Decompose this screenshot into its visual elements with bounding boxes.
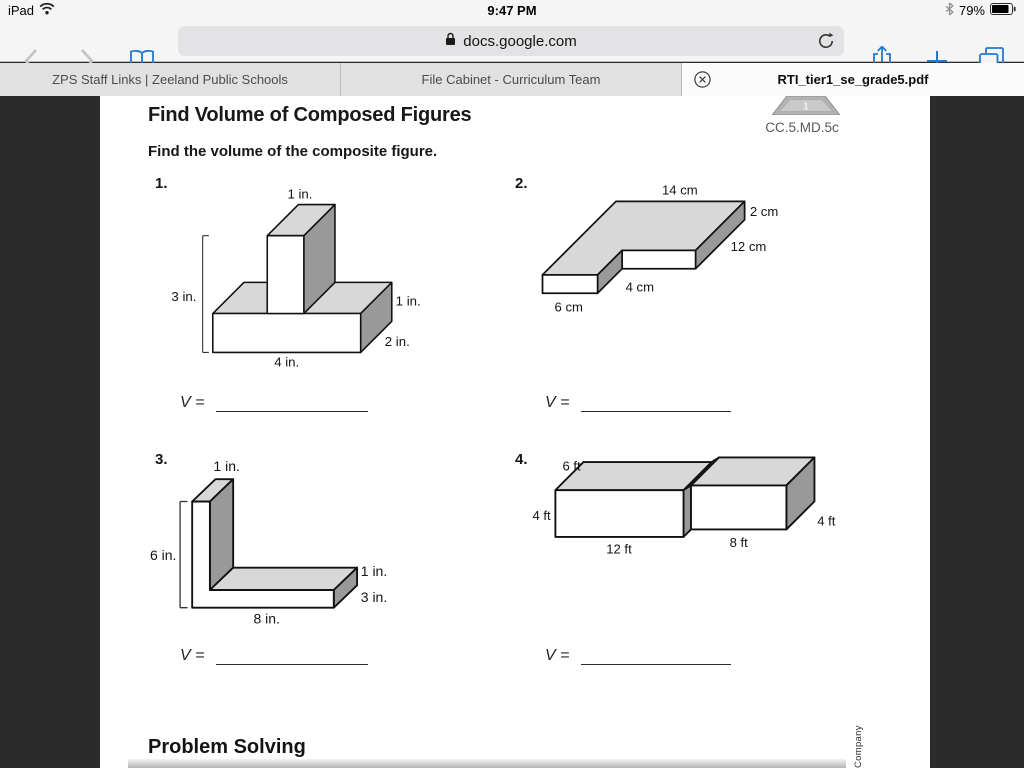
close-tab-icon[interactable] bbox=[694, 71, 711, 88]
battery-icon bbox=[990, 3, 1016, 18]
answer-label-2: V = bbox=[545, 394, 570, 411]
svg-text:6 in.: 6 in. bbox=[150, 547, 177, 564]
tab-label: ZPS Staff Links | Zeeland Public Schools bbox=[52, 72, 288, 87]
svg-text:12 cm: 12 cm bbox=[730, 239, 767, 255]
tab-file-cabinet[interactable] bbox=[341, 63, 682, 96]
browser-toolbar bbox=[0, 20, 1024, 62]
answer-label-1: V = bbox=[180, 394, 205, 411]
svg-text:2 cm: 2 cm bbox=[749, 204, 779, 220]
answer-label-3: V = bbox=[180, 647, 205, 664]
tab-zps-staff-links[interactable] bbox=[0, 63, 341, 96]
bluetooth-icon bbox=[945, 2, 954, 19]
svg-text:4 ft: 4 ft bbox=[817, 513, 836, 529]
clock: 9:47 PM bbox=[487, 2, 537, 18]
figure-4-composite-solid bbox=[532, 448, 850, 565]
section-divider-band bbox=[128, 759, 846, 768]
figure-1-composite-solid bbox=[162, 189, 427, 368]
problem-2-number: 2. bbox=[515, 175, 528, 192]
worksheet-page bbox=[100, 96, 930, 768]
answer-blank-1 bbox=[216, 411, 368, 412]
page-title: Find Volume of Composed Figures bbox=[148, 104, 472, 126]
url-text: docs.google.com bbox=[463, 32, 577, 50]
address-bar[interactable] bbox=[178, 26, 844, 56]
svg-text:4 cm: 4 cm bbox=[625, 279, 655, 295]
svg-text:1 in.: 1 in. bbox=[360, 563, 388, 580]
standard-code: CC.5.MD.5c bbox=[765, 120, 839, 135]
carrier-label: iPad bbox=[8, 2, 35, 18]
answer-label-4: V = bbox=[545, 647, 570, 664]
svg-text:4 in.: 4 in. bbox=[274, 354, 300, 368]
answer-blank-4 bbox=[581, 664, 731, 665]
svg-text:12 ft: 12 ft bbox=[606, 541, 632, 557]
answer-blank-2 bbox=[581, 411, 731, 412]
svg-text:2 in.: 2 in. bbox=[384, 334, 410, 350]
svg-text:1 in.: 1 in. bbox=[395, 293, 421, 309]
figure-2-composite-solid bbox=[525, 181, 805, 317]
lesson-badge bbox=[772, 96, 840, 120]
svg-text:4 ft: 4 ft bbox=[532, 508, 551, 524]
reload-button[interactable] bbox=[817, 32, 835, 50]
tab-label: RTI_tier1_se_grade5.pdf bbox=[777, 72, 929, 87]
status-bar bbox=[0, 0, 1024, 20]
svg-text:1 in.: 1 in. bbox=[287, 189, 313, 202]
section-heading: Problem Solving bbox=[148, 736, 306, 758]
svg-text:3 in.: 3 in. bbox=[171, 289, 197, 305]
tab-pdf-active[interactable] bbox=[682, 63, 1024, 96]
svg-text:14 cm: 14 cm bbox=[662, 182, 698, 198]
figure-3-composite-solid bbox=[150, 454, 430, 631]
lock-icon bbox=[445, 32, 456, 50]
svg-text:8 ft: 8 ft bbox=[729, 535, 748, 551]
answer-blank-3 bbox=[216, 664, 368, 665]
problem-3-number: 3. bbox=[155, 451, 168, 468]
problem-4-number: 4. bbox=[515, 451, 528, 468]
svg-text:6 cm: 6 cm bbox=[554, 299, 583, 315]
svg-text:8 in.: 8 in. bbox=[253, 610, 280, 627]
tab-bar bbox=[0, 63, 1024, 96]
svg-text:3 in.: 3 in. bbox=[360, 589, 388, 606]
svg-text:6 ft: 6 ft bbox=[562, 458, 581, 474]
pdf-viewport[interactable] bbox=[0, 96, 1024, 768]
svg-text:1: 1 bbox=[803, 101, 809, 113]
instruction-text: Find the volume of the composite figure. bbox=[148, 143, 438, 160]
svg-text:1 in.: 1 in. bbox=[213, 457, 240, 474]
problem-1-number: 1. bbox=[155, 175, 168, 192]
tab-label: File Cabinet - Curriculum Team bbox=[421, 72, 601, 87]
battery-percent: 79% bbox=[958, 2, 985, 18]
publisher-side-text: Company bbox=[853, 725, 864, 768]
